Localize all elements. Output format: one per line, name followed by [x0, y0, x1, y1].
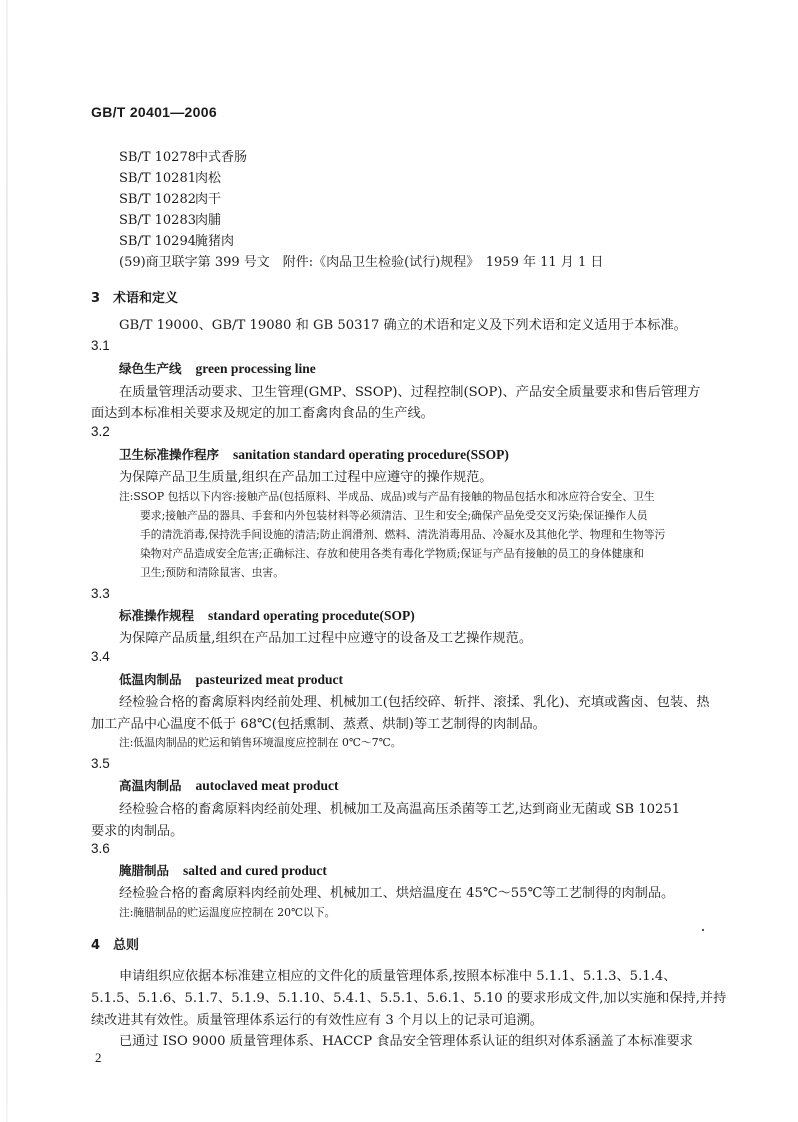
term-title-zh: 低温肉制品 — [119, 672, 182, 687]
reference-title: 肉松 — [195, 171, 222, 186]
term-note-line: 手的清洗消毒,保持洗手间设施的清洁;防止润滑剂、燃料、清洗消毒用品、冷凝水及其他化学、物理和生物等污 — [140, 528, 666, 541]
scan-speck — [702, 929, 704, 931]
section-heading: 4 总则 — [91, 938, 140, 953]
reference-item — [119, 167, 221, 186]
term-title — [119, 606, 415, 624]
paragraph-line: 已通过 ISO 9000 质量管理体系、HACCP 食品安全管理体系认证的组织对体系涵盖了本标准要求 — [119, 1034, 693, 1049]
term-definition-line: 经检验合格的畜禽原料肉经前处理、机械加工、烘焙温度在 45℃～55℃等工艺制得的肉制品。 — [119, 886, 675, 901]
term-definition-line: 面达到本标准相关要求及规定的加工畜禽肉食品的生产线。 — [91, 406, 434, 421]
term-note-line: 要求;接触产品的器具、手套和内外包装材料等必须清洁、卫生和安全;确保产品免受交叉污染;保证操作人员 — [140, 509, 648, 522]
term-title-en: sanitation standard operating procedure(SSOP) — [233, 447, 509, 462]
reference-extra: (59)商卫联字第 399 号文 附件:《肉品卫生检验(试行)规程》 1959 年 11 月 1 日 — [119, 255, 604, 270]
term-note-line: 染物对产品造成安全危害;正确标注、存放和使用各类有毒化学物质;保证与产品有接触的员工的身体健康和 — [140, 547, 644, 560]
section-heading: 3 术语和定义 — [91, 291, 179, 306]
term-title-zh: 绿色生产线 — [119, 361, 182, 376]
reference-item — [119, 209, 221, 228]
term-note-line: 注:SSOP 包括以下内容:接触产品(包括原料、半成品、成品)或与产品有接触的物品包括水和冰应符合安全、卫生 — [119, 490, 655, 503]
term-number: 3.5 — [91, 756, 110, 771]
term-title — [119, 670, 343, 688]
reference-item — [119, 146, 247, 165]
term-number: 3.3 — [91, 586, 110, 601]
term-title-en: green processing line — [195, 361, 316, 376]
standard-code-header: GB/T 20401—2006 — [91, 104, 217, 120]
term-title-zh: 腌腊制品 — [119, 863, 170, 878]
reference-code: SB/T 10278 — [119, 150, 196, 165]
reference-item — [119, 188, 221, 207]
scan-edge — [6, 0, 8, 1122]
term-title — [119, 776, 339, 794]
term-number: 3.1 — [91, 338, 110, 353]
reference-code: SB/T 10283 — [119, 213, 196, 228]
reference-code: SB/T 10282 — [119, 192, 196, 207]
term-definition-line: 为保障产品卫生质量,组织在产品加工过程中应遵守的操作规范。 — [119, 470, 493, 485]
term-title — [119, 861, 327, 879]
term-title-en: salted and cured product — [183, 863, 327, 878]
reference-code: SB/T 10294 — [119, 234, 196, 249]
reference-title: 肉干 — [195, 192, 222, 207]
term-title-zh: 卫生标准操作程序 — [119, 447, 220, 462]
term-title-zh: 标准操作规程 — [119, 608, 195, 623]
reference-code: SB/T 10281 — [119, 171, 196, 186]
term-title-zh: 高温肉制品 — [119, 778, 182, 793]
term-number: 3.6 — [91, 841, 110, 856]
term-definition-line: 在质量管理活动要求、卫生管理(GMP、SSOP)、过程控制(SOP)、产品安全质量要求和售后管理方 — [119, 385, 701, 400]
reference-title: 中式香肠 — [195, 150, 248, 165]
term-title-en: pasteurized meat product — [195, 672, 344, 687]
term-definition-line: 经检验合格的畜禽原料肉经前处理、机械加工(包括绞碎、斩拌、滚揉、乳化)、充填或酱卤、包装、热 — [119, 695, 710, 710]
term-title — [119, 445, 509, 463]
paragraph-line: 5.1.5、5.1.6、5.1.7、5.1.9、5.1.10、5.4.1、5.5.1、5.6.1、5.10 的要求形成文件,加以实施和保持,并持 — [91, 991, 727, 1006]
term-number: 3.4 — [91, 649, 110, 664]
term-number: 3.2 — [91, 424, 110, 439]
reference-title: 腌猪肉 — [195, 234, 235, 249]
term-definition-line: 加工产品中心温度不低于 68℃(包括熏制、蒸煮、烘制)等工艺制得的肉制品。 — [91, 717, 546, 732]
paragraph-line: 申请组织应依据本标准建立相应的文件化的质量管理体系,按照本标准中 5.1.1、5.1.3、5.1.4、 — [119, 969, 677, 984]
term-definition-line: 经检验合格的畜禽原料肉经前处理、机械加工及高温高压杀菌等工艺,达到商业无菌或 SB 10251 — [119, 802, 681, 817]
paragraph-line: 续改进其有效性。质量管理体系运行的有效性应有 3 个月以上的记录可追溯。 — [91, 1013, 543, 1028]
term-title-en: autoclaved meat product — [195, 778, 339, 793]
term-title — [119, 359, 316, 377]
term-note-line: 注:腌腊制品的贮运温度应控制在 20℃以下。 — [119, 906, 336, 919]
term-title-en: standard operating procedute(SOP) — [208, 608, 415, 623]
section-intro: GB/T 19000、GB/T 19080 和 GB 50317 确立的术语和定义及下列术语和定义适用于本标准。 — [119, 318, 687, 333]
reference-title: 肉脯 — [195, 213, 222, 228]
reference-item — [119, 230, 234, 249]
term-definition-line: 为保障产品质量,组织在产品加工过程中应遵守的设备及工艺操作规范。 — [119, 631, 533, 646]
term-definition-line: 要求的肉制品。 — [91, 824, 184, 839]
term-note-line: 卫生;预防和清除鼠害、虫害。 — [140, 566, 284, 579]
page-number: 2 — [95, 1050, 102, 1065]
term-note-line: 注:低温肉制品的贮运和销售环境温度应控制在 0℃～7℃。 — [119, 736, 402, 749]
